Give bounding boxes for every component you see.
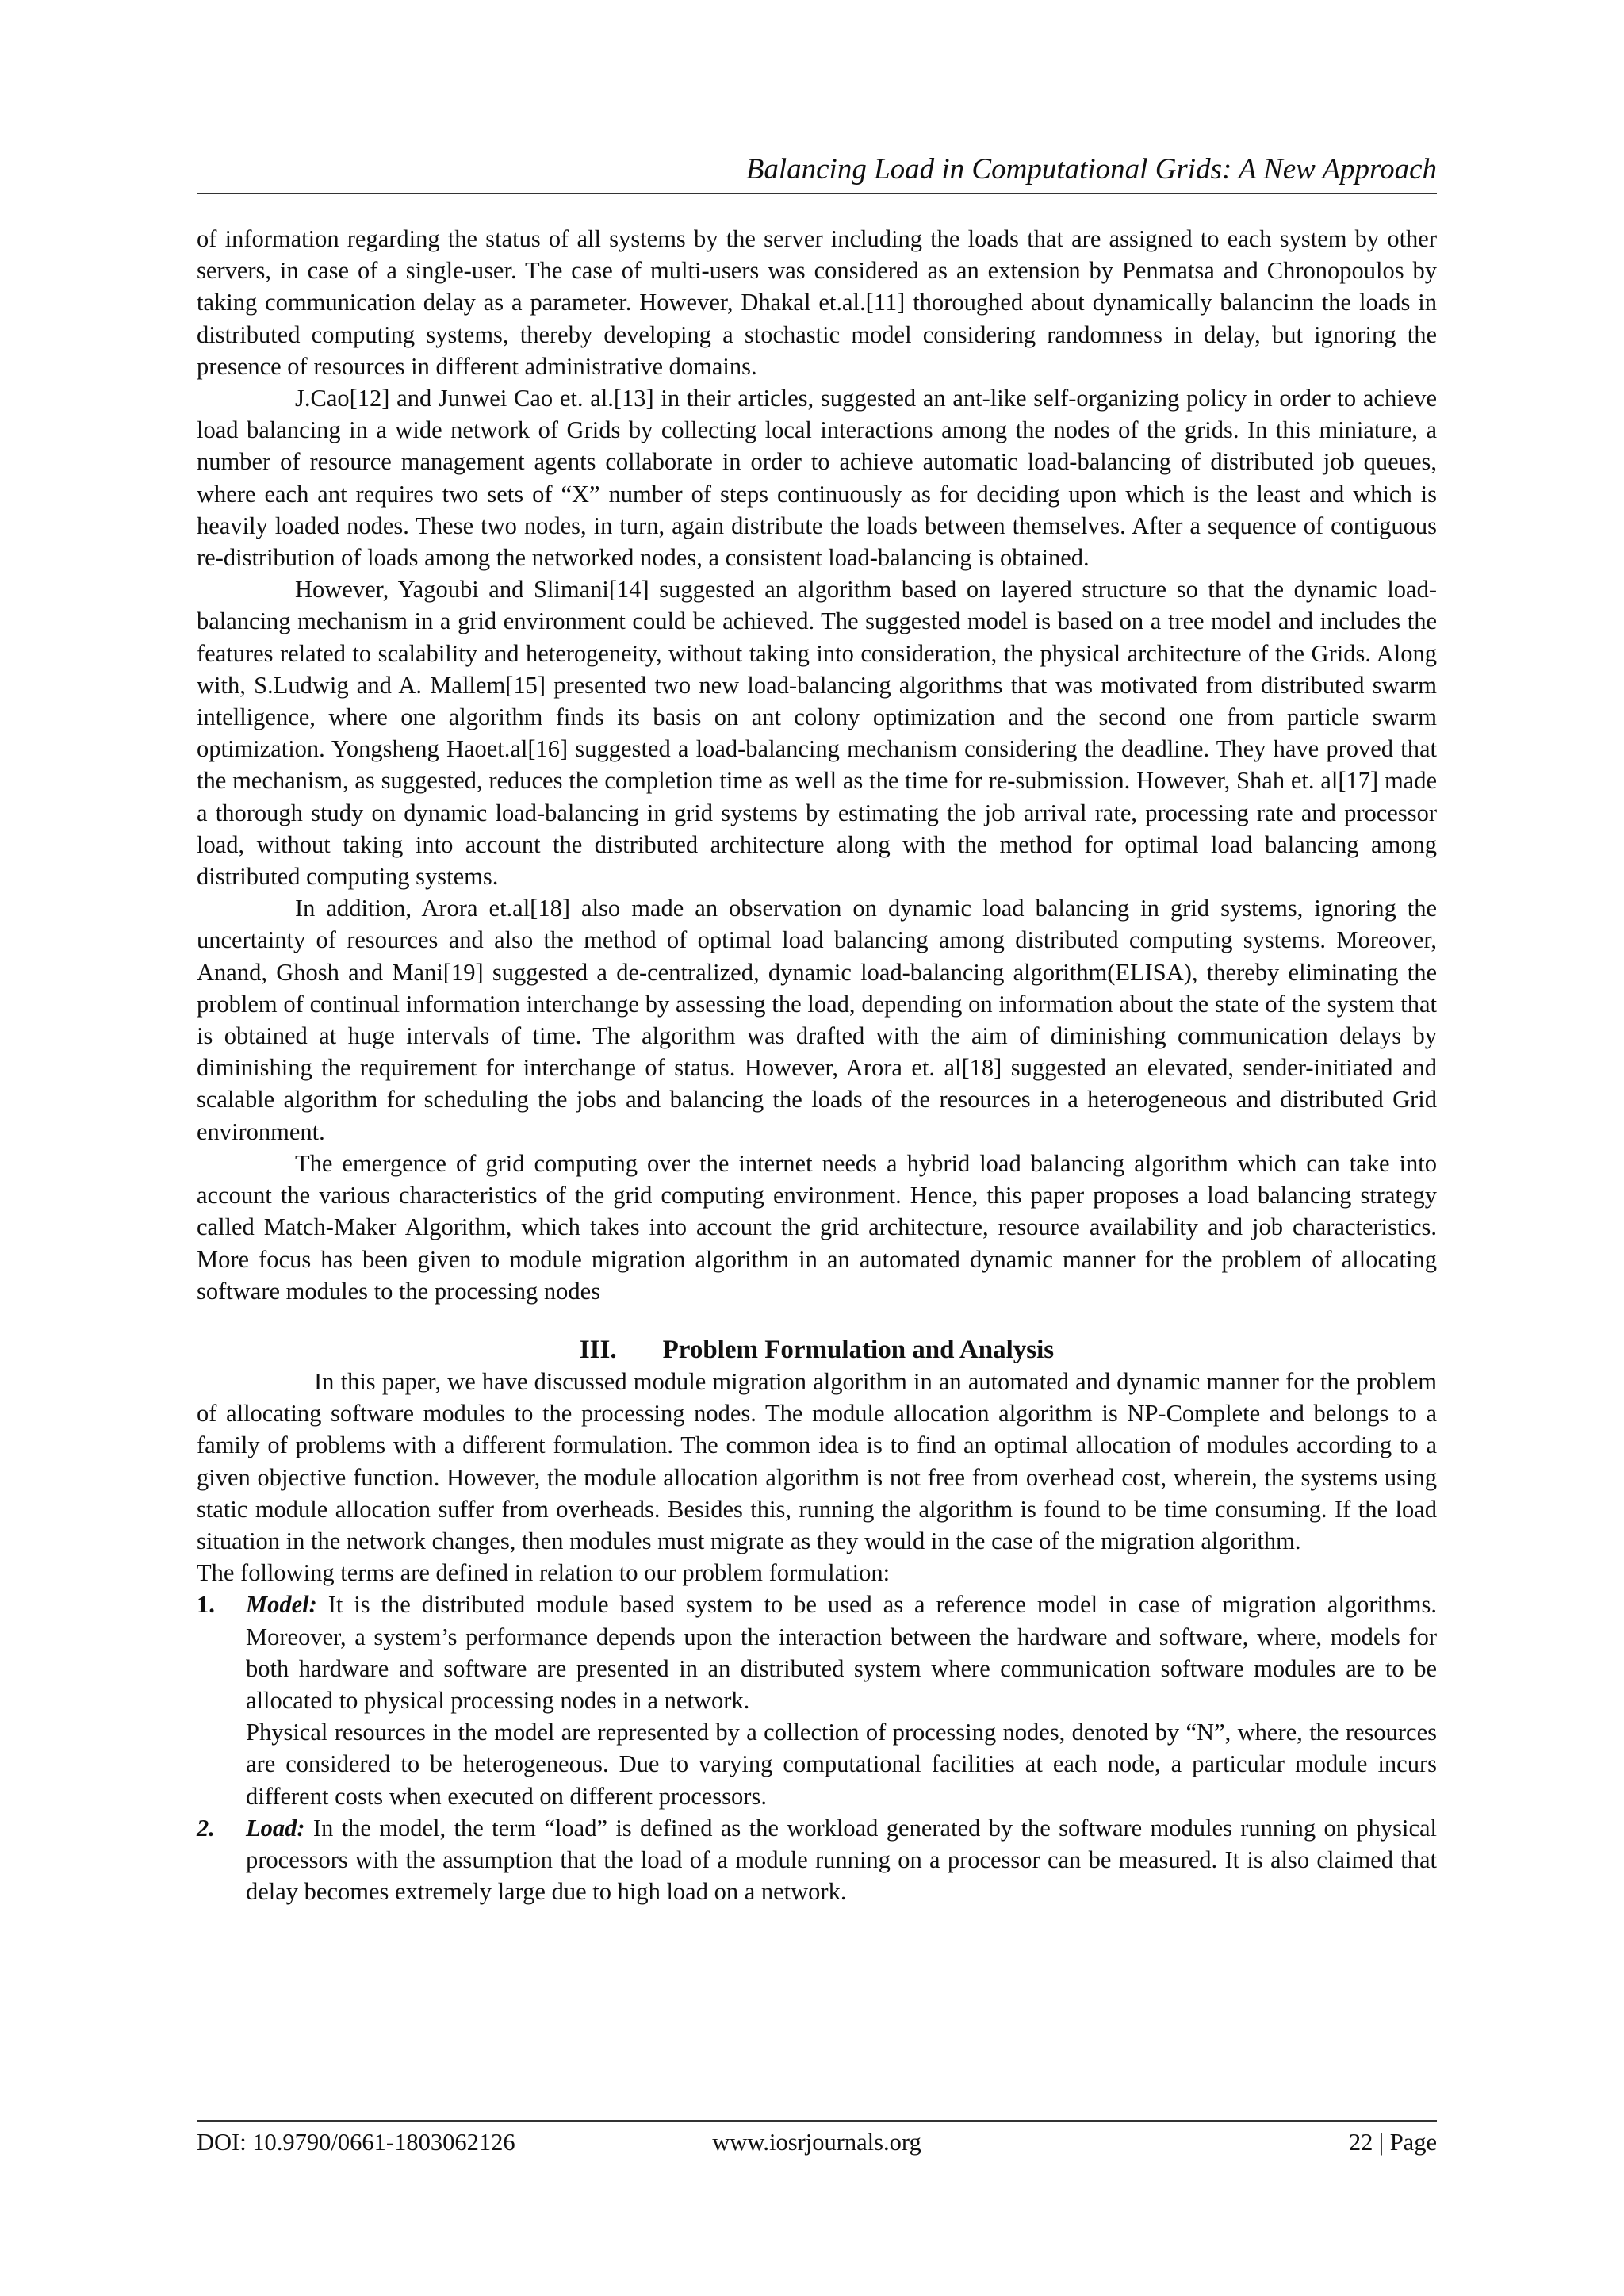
- section-intro: In this paper, we have discussed module migration algorithm in an automated and dynamic manner for the problem of allocating software modules to the processing nodes. The module allocation algorithm is NP-Complete and belongs to a family of problems with a different formulation. The common idea is to find an optimal allocation of modules according to a given objective function. However, the module allocation algorithm is not free from overhead cost, wherein, the systems using static module allocation suffer from overheads. Besides this, running the algorithm is found to be time consuming. If the load situation in the network changes, then modules must migrate as they would in the case of the migration algorithm.: [197, 1367, 1437, 1554]
- doi-text: DOI: 10.9790/0661-1803062126: [197, 2129, 515, 2156]
- body-text: [197, 223, 1437, 1907]
- term-continuation: Physical resources in the model are represented by a collection of processing nodes, denoted by “N”, where, the resources are considered to be heterogeneous. Due to varying computational facilities at each node, a particular module incurs different costs when executed on different processors.: [246, 1719, 1437, 1810]
- section-heading: [197, 1334, 1437, 1366]
- list-item: [197, 1589, 1437, 1811]
- list-marker: 2.: [197, 1814, 215, 1842]
- list-marker: 1.: [197, 1591, 215, 1619]
- section-title: Problem Formulation and Analysis: [662, 1335, 1055, 1364]
- paragraph-3: However, Yagoubi and Slimani[14] suggested an algorithm based on layered structure so that the dynamic load-balancing mechanism in a grid environment could be achieved. The suggested model is based on a tree model and includes the features related to scalability and heterogeneity, without taking into consideration, the physical architecture of the Grids. Along with, S.Ludwig and A. Mallem[15] presented two new load-balancing algorithms that was motivated from distributed swarm intelligence, where one algorithm finds its basis on ant colony optimization and the second one from particle swarm optimization. Yongsheng Haoet.al[16] suggested a load-balancing mechanism considering the deadline. They have proved that the mechanism, as suggested, reduces the completion time as well as the time for re-submission. However, Shah et. al[17] made a thorough study on dynamic load-balancing in grid systems by estimating the job arrival rate, processing rate and processor load, without taking into account the distributed architecture along with the method for optimal load balancing among distributed computing systems.: [197, 576, 1437, 891]
- page-number: 22 | Page: [1348, 2129, 1437, 2156]
- paragraph-1: of information regarding the status of all systems by the server including the loads that are assigned to each system by other servers, in case of a single-user. The case of multi-users was considered as an extension by Penmatsa and Chronopoulos by taking communication delay as a parameter. However, Dhakal et.al.[11] thoroughed about dynamically balancinn the loads in distributed computing systems, thereby developing a stochastic model considering randomness in delay, but ignoring the presence of resources in different administrative domains.: [197, 225, 1437, 380]
- term-list: [197, 1589, 1437, 1907]
- header-rule: [197, 193, 1437, 194]
- list-item: [197, 1812, 1437, 1908]
- term-definition: In the model, the term “load” is defined as the workload generated by the software modules running on physical processors with the assumption that the load of a module running on a processor can be measured. It is also claimed that delay becomes extremely large due to high load on a network.: [246, 1814, 1437, 1906]
- footer-rule: [197, 2120, 1437, 2122]
- paragraph-4: In addition, Arora et.al[18] also made an observation on dynamic load balancing in grid systems, ignoring the uncertainty of resources and also the method of optimal load balancing among distributed computing systems. Moreover, Anand, Ghosh and Mani[19] suggested a de-centralized, dynamic load-balancing algorithm(ELISA), thereby eliminating the problem of continual information interchange by assessing the load, depending on information about the state of the system that is obtained at huge intervals of time. The algorithm was drafted with the aim of diminishing communication delays by diminishing the requirement for interchange of status. However, Arora et. al[18] suggested an elevated, sender-initiated and scalable algorithm for scheduling the jobs and balancing the loads of the resources in a heterogeneous and distributed Grid environment.: [197, 895, 1437, 1145]
- running-title: Balancing Load in Computational Grids: A New Approach: [745, 153, 1437, 186]
- paragraph-5: The emergence of grid computing over the internet needs a hybrid load balancing algorithm which can take into account the various characteristics of the grid computing environment. Hence, this paper proposes a load balancing strategy called Match-Maker Algorithm, which takes into account the grid architecture, resource availability and job characteristics. More focus has been given to module migration algorithm in an automated dynamic manner for the problem of allocating software modules to the processing nodes: [197, 1149, 1437, 1305]
- paragraph-2: J.Cao[12] and Junwei Cao et. al.[13] in their articles, suggested an ant-like self-organizing policy in order to achieve load balancing in a wide network of Grids by collecting local interactions among the nodes of the grids. In this miniature, a number of resource management agents collaborate in order to achieve automatic load-balancing of distributed job queues, where each ant requires two sets of “X” number of steps continuously as for deciding upon which is the least and which is heavily loaded nodes. These two nodes, in turn, again distribute the loads between themselves. After a sequence of contiguous re-distribution of loads among the networked nodes, a consistent load-balancing is obtained.: [197, 385, 1437, 572]
- journal-website: www.iosrjournals.org: [712, 2129, 921, 2156]
- term-name: Model:: [246, 1591, 317, 1619]
- section-number: III.: [579, 1335, 617, 1364]
- term-name: Load:: [246, 1814, 305, 1842]
- term-definition: It is the distributed module based system to be used as a reference model in case of migration algorithms. Moreover, a system’s performance depends upon the interaction between the hardware and software, where, models for both hardware and software are presented in an distributed system where communication software modules are to be allocated to physical processing nodes in a network.: [246, 1591, 1437, 1714]
- terms-lead: The following terms are defined in relation to our problem formulation:: [197, 1559, 891, 1587]
